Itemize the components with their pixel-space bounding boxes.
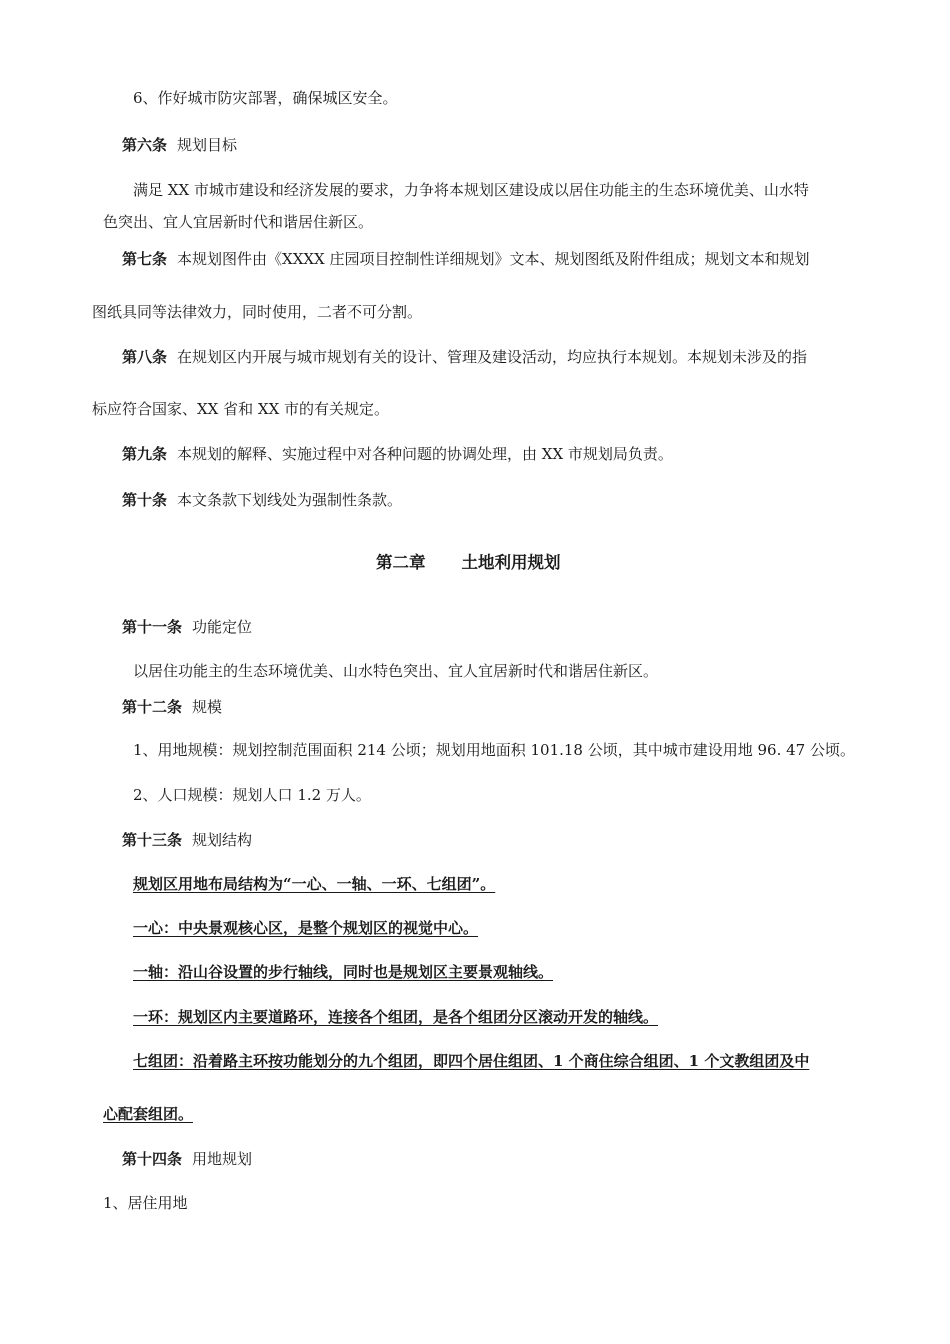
- mandatory-clause: 心配套组团。: [103, 1105, 194, 1123]
- article-11: [122, 617, 252, 637]
- article-6: [122, 135, 237, 155]
- mandatory-clause: 一心：中央景观核心区，是整个规划区的视觉中心。: [133, 919, 479, 937]
- article-text: 在规划区内开展与城市规划有关的设计、管理及建设活动，均应执行本规划。本规划未涉及的指: [177, 348, 808, 366]
- article-heading: 功能定位: [192, 618, 253, 636]
- mandatory-clause: 一轴：沿山谷设置的步行轴线，同时也是规划区主要景观轴线。: [133, 963, 554, 981]
- paragraph-line: 1、用地规模：规划控制范围面积 214 公顷；规划用地面积 101.18 公顷，其中城市建设用地 96. 47 公顷。: [133, 741, 855, 759]
- article-13: [122, 830, 252, 850]
- article-heading: 规划目标: [177, 136, 238, 154]
- article-text: 本规划图件由《XXXX 庄园项目控制性详细规划》文本、规划图纸及附件组成；规划文本和规划: [177, 250, 810, 268]
- chapter-number: 第二章: [376, 553, 426, 572]
- article-10: [122, 490, 402, 510]
- article-9: [122, 444, 673, 464]
- mandatory-clause: 七组团：沿着路主环按功能划分的九个组团，即四个居住组团、1 个商住综合组团、1 个文教组团及中: [133, 1052, 810, 1070]
- paragraph-line: 1、居住用地: [103, 1194, 188, 1212]
- article-label: 第八条: [122, 348, 168, 366]
- article-7: [122, 249, 810, 269]
- article-label: 第十四条: [122, 1150, 183, 1168]
- article-text: 本规划的解释、实施过程中对各种问题的协调处理，由 XX 市规划局负责。: [177, 445, 673, 463]
- paragraph-line: 色突出、宜人宜居新时代和谐居住新区。: [103, 213, 374, 231]
- article-label: 第九条: [122, 445, 168, 463]
- article-heading: 规划结构: [192, 831, 253, 849]
- article-label: 第十条: [122, 491, 168, 509]
- article-label: 第六条: [122, 136, 168, 154]
- article-label: 第七条: [122, 250, 168, 268]
- mandatory-clause: 一环：规划区内主要道路环，连接各个组团，是各个组团分区滚动开发的轴线。: [133, 1008, 659, 1026]
- article-text: 本文条款下划线处为强制性条款。: [177, 491, 403, 509]
- article-label: 第十一条: [122, 618, 183, 636]
- text-line: 6、作好城市防灾部署，确保城区安全。: [133, 89, 398, 107]
- chapter-name: 土地利用规划: [461, 553, 561, 572]
- article-heading: 用地规划: [192, 1150, 253, 1168]
- paragraph-line: 以居住功能主的生态环境优美、山水特色突出、宜人宜居新时代和谐居住新区。: [133, 662, 659, 680]
- article-8: [122, 347, 807, 367]
- paragraph-line: 2、人口规模：规划人口 1.2 万人。: [133, 786, 371, 804]
- paragraph-line: 图纸具同等法律效力，同时使用，二者不可分割。: [92, 303, 423, 321]
- paragraph-line: 满足 XX 市城市建设和经济发展的要求，力争将本规划区建设成以居住功能主的生态环境优美、山水特: [133, 181, 809, 199]
- article-label: 第十三条: [122, 831, 183, 849]
- article-label: 第十二条: [122, 698, 183, 716]
- article-heading: 规模: [192, 698, 223, 716]
- paragraph-line: 标应符合国家、XX 省和 XX 市的有关规定。: [92, 400, 390, 418]
- article-12: [122, 697, 222, 717]
- mandatory-clause: 规划区用地布局结构为“一心、一轴、一环、七组团”。: [133, 875, 496, 893]
- chapter-title: [376, 553, 561, 573]
- article-14: [122, 1149, 252, 1169]
